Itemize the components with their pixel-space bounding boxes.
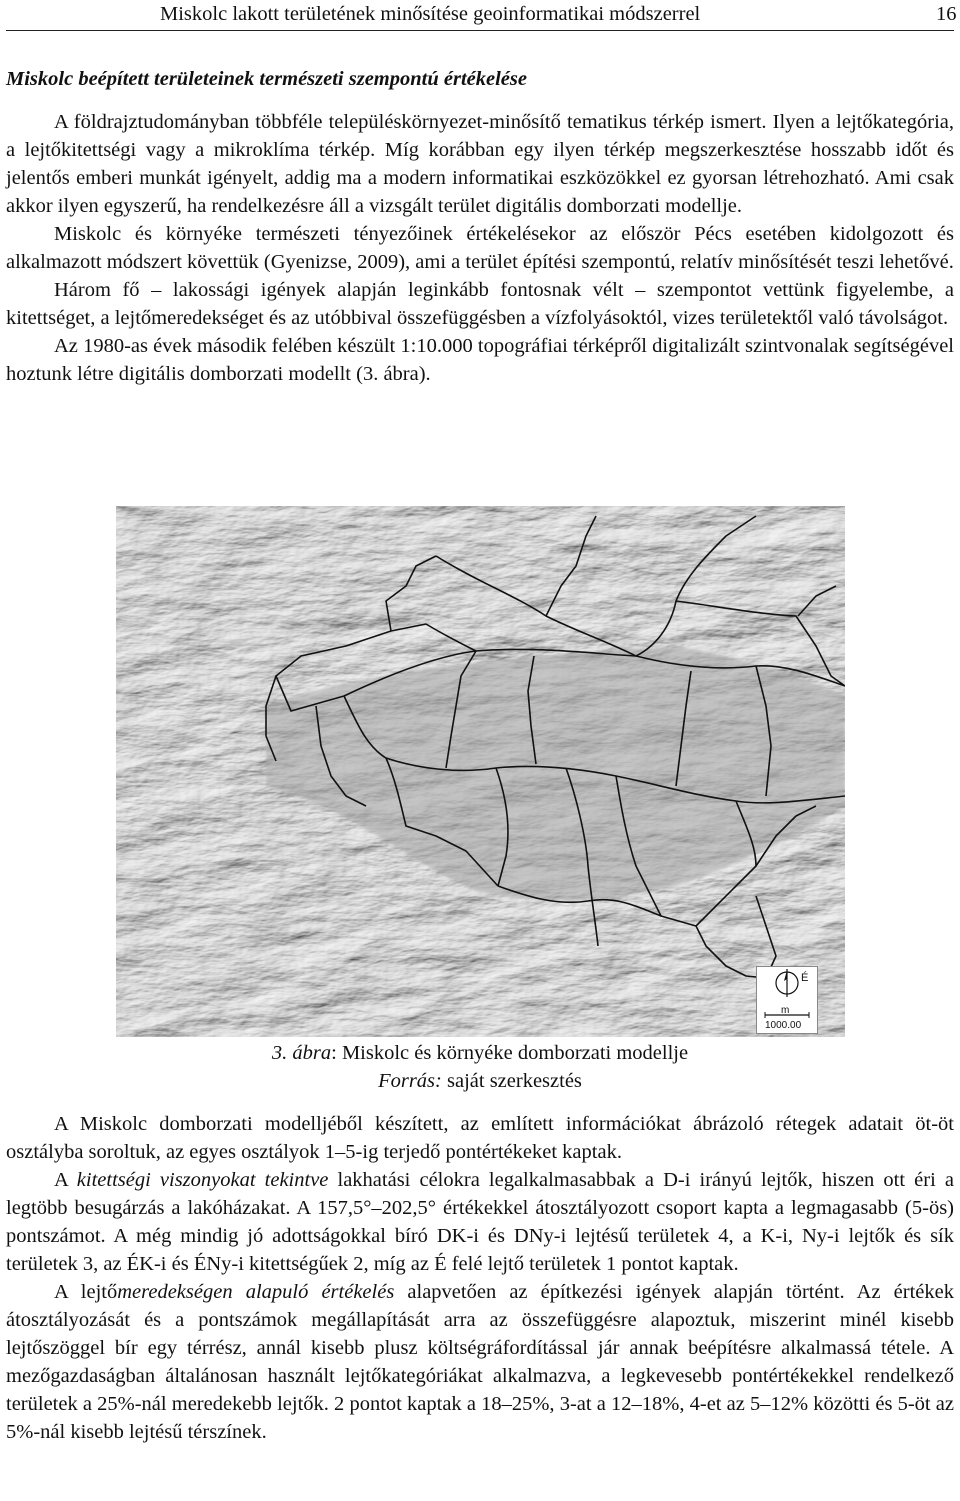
paragraph: A földrajztudományban többféle településkörnyezet-minősítő tematikus térkép ismert. Ilyen a lejtőkategória, a lejtőkitettségi vagy a mikroklíma térkép. Míg korábban egy ilyen térkép megszerkesztése hosszabb időt és jelentős emberi munkát igényelt, addig ma a modern informatikai eszközökkel ez gyorsan létrehozható. Ami csak akkor ilyen egyszerű, ha rendelkezésre áll a vizsgált terület digitális domborzati modellje. bbox=[6, 111, 954, 217]
section-title: Miskolc beépített területeinek természeti szempontú értékelése bbox=[6, 68, 527, 90]
source-text: saját szerkesztés bbox=[441, 1070, 582, 1092]
caption-text: : Miskolc és környéke domborzati modellje bbox=[331, 1042, 689, 1064]
paragraph-italic: meredekségen alapuló értékelés bbox=[117, 1281, 395, 1303]
paragraph-text: lakhatási célokra legalkalmasabbak a D-i irányú lejtők, hiszen ott éri a legtöbb besugárzás a lakóházakat. A 157,5°–202,5° értékekkel átosztályozott csoport kapta a legmagasabb (5-ös) pontszámot. A még mindig jó adottságokkal bíró DK-i és DNy-i lejtésű területek 4, a K-i, Ny-i lejtők és sík területek 3, az ÉK-i és ÉNy-i kitettségűek 2, míg az É felé lejtő területek 1 pontot kaptak. bbox=[6, 1169, 954, 1275]
relief-map-figure bbox=[116, 506, 845, 1037]
caption-number: 3. ábra bbox=[271, 1042, 332, 1064]
paragraph-text: A lejtő bbox=[54, 1281, 118, 1303]
relief-map bbox=[116, 506, 845, 1037]
paragraph: Három fő – lakossági igények alapján leginkább fontosnak vélt – szempontot vettünk figyelembe, a kitettséget, a lejtőmeredekséget és az utóbbival összefüggésben a vízfolyásoktól, vizes területektől való távolságot. bbox=[6, 279, 954, 329]
figure-source bbox=[0, 1069, 960, 1093]
page-number: 16 bbox=[936, 3, 957, 25]
scale-value: 1000.00 bbox=[765, 1020, 802, 1031]
legend-box bbox=[756, 966, 818, 1034]
source-label: Forrás: bbox=[378, 1070, 442, 1092]
body-text-top bbox=[6, 108, 954, 388]
paragraph bbox=[6, 1166, 954, 1278]
running-title: Miskolc lakott területének minősítése geoinformatikai módszerrel bbox=[160, 3, 701, 25]
scale-unit: m bbox=[781, 1005, 790, 1016]
paragraph-text: A bbox=[54, 1169, 77, 1191]
figure-caption bbox=[0, 1041, 960, 1065]
paragraph: A Miskolc domborzati modelljéből készített, az említett információkat ábrázoló rétegek adatait öt-öt osztályba soroltuk, az egyes osztályok 1–5-ig terjedő pontértékeket kaptak. bbox=[6, 1113, 954, 1163]
page-header bbox=[0, 0, 960, 30]
north-label: É bbox=[801, 972, 809, 984]
body-text-bottom bbox=[6, 1110, 954, 1446]
header-rule bbox=[6, 30, 954, 31]
paragraph: Az 1980-as évek második felében készült 1:10.000 topográfiai térképről digitalizált szintvonalak segítségével hoztunk létre digitális domborzati modellt (3. ábra). bbox=[6, 335, 954, 385]
paragraph-italic: kitettségi viszonyokat tekintve bbox=[76, 1169, 329, 1191]
paragraph-text: alapvetően az építkezési igények alapján történt. Az értékek átosztályozását és a pontszámok megállapítását arra az összefüggésre alapoztuk, miszerint minél kisebb lejtőszöggel bír egy térrész, annál kisebb plusz költségráfordítással jár annak beépítésre alkalmassá tétele. A mezőgazdaságban általánosan használt lejtőkategóriákat alkalmazva, a legkevesebb pontértékekkel rendelkező területek a 25%-nál meredekebb lejtők. 2 pontot kaptak a 18–25%, 3-at a 12–18%, 4-et az 5–12% közötti és 5-öt az 5%-nál kisebb lejtésű térszínek. bbox=[6, 1281, 954, 1443]
paragraph bbox=[6, 1278, 954, 1446]
paragraph: Miskolc és környéke természeti tényezőinek értékelésekor az először Pécs esetében kidolgozott és alkalmazott módszert követtük (Gyenizse, 2009), ami a terület építési szempontú, relatív minősítését teszi lehetővé. bbox=[6, 223, 954, 273]
